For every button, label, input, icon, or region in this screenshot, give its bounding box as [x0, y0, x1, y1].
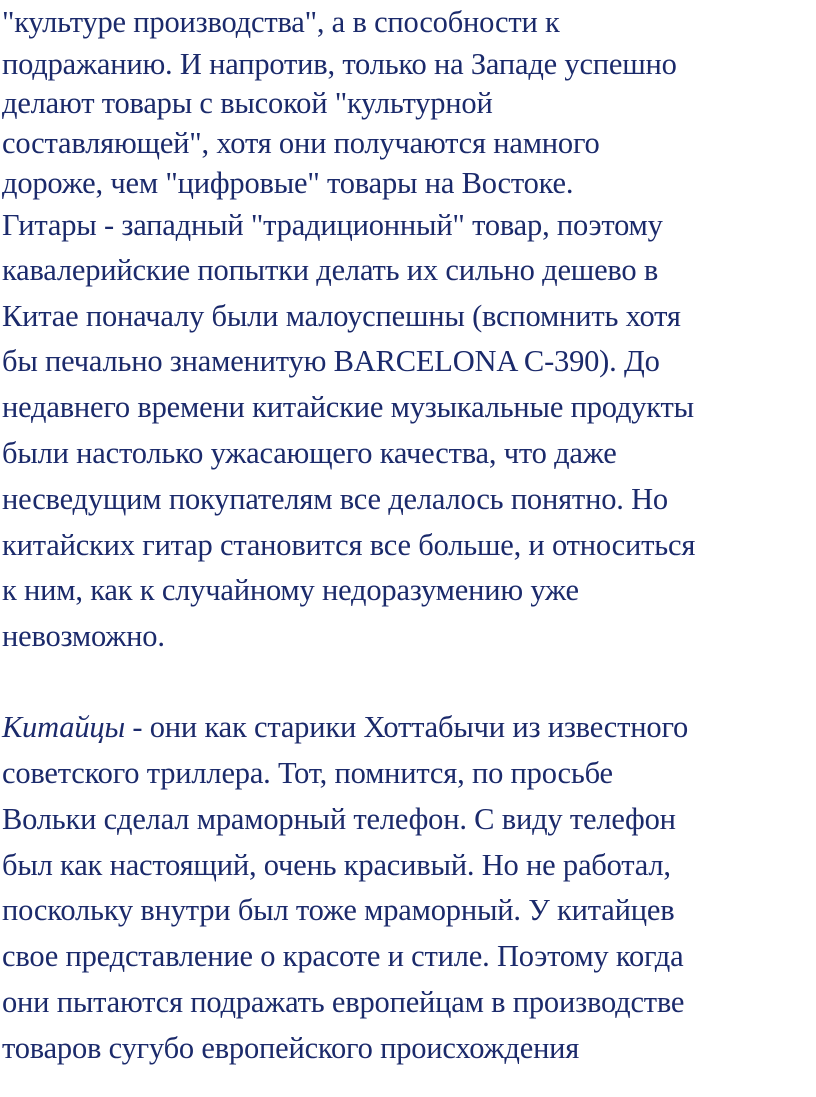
- text-line: "культуре производства", а в способности к: [2, 5, 560, 39]
- text-line: кавалерийские попытки делать их сильно дешево в: [2, 253, 659, 287]
- text-line: невозможно.: [2, 619, 165, 653]
- text-line: поскольку внутри был тоже мраморный. У китайцев: [2, 893, 675, 927]
- text-line: делают товары с высокой "культурной: [2, 86, 493, 120]
- text-line: составляющей", хотя они получаются намного: [2, 126, 600, 160]
- text-line: недавнего времени китайские музыкальные продукты: [2, 390, 694, 424]
- text-line: Гитары - западный "традиционный" товар, поэтому: [2, 208, 663, 242]
- text-line: товаров сугубо европейского происхождения: [2, 1031, 580, 1065]
- text-line: китайских гитар становится все больше, и относиться: [2, 528, 696, 562]
- text-line: Вольки сделал мраморный телефон. С виду телефон: [2, 802, 676, 836]
- text-line: были настолько ужасающего качества, что даже: [2, 436, 617, 470]
- text-line: Китае поначалу были малоуспешны (вспомнить хотя: [2, 299, 681, 333]
- text-line: советского триллера. Тот, помнится, по просьбе: [2, 756, 613, 790]
- text-line: они пытаются подражать европейцам в производстве: [2, 985, 685, 1019]
- text-line: бы печально знаменитую BARCELONA C-390). До: [2, 344, 660, 378]
- italic-lead-word: Китайцы: [2, 710, 125, 744]
- text-line: дороже, чем "цифровые" товары на Востоке.: [2, 166, 574, 200]
- text-line: несведущим покупателям все делалось понятно. Но: [2, 482, 668, 516]
- text-line: был как настоящий, очень красивый. Но не работал,: [2, 848, 671, 882]
- text-line: подражанию. И напротив, только на Западе успешно: [2, 47, 677, 81]
- text-line-rest: - они как старики Хоттабычи из известного: [124, 710, 689, 744]
- text-line: к ним, как к случайному недоразумению уже: [2, 573, 579, 607]
- text-line: [2, 705, 688, 749]
- text-line: свое представление о красоте и стиле. Поэтому когда: [2, 939, 684, 973]
